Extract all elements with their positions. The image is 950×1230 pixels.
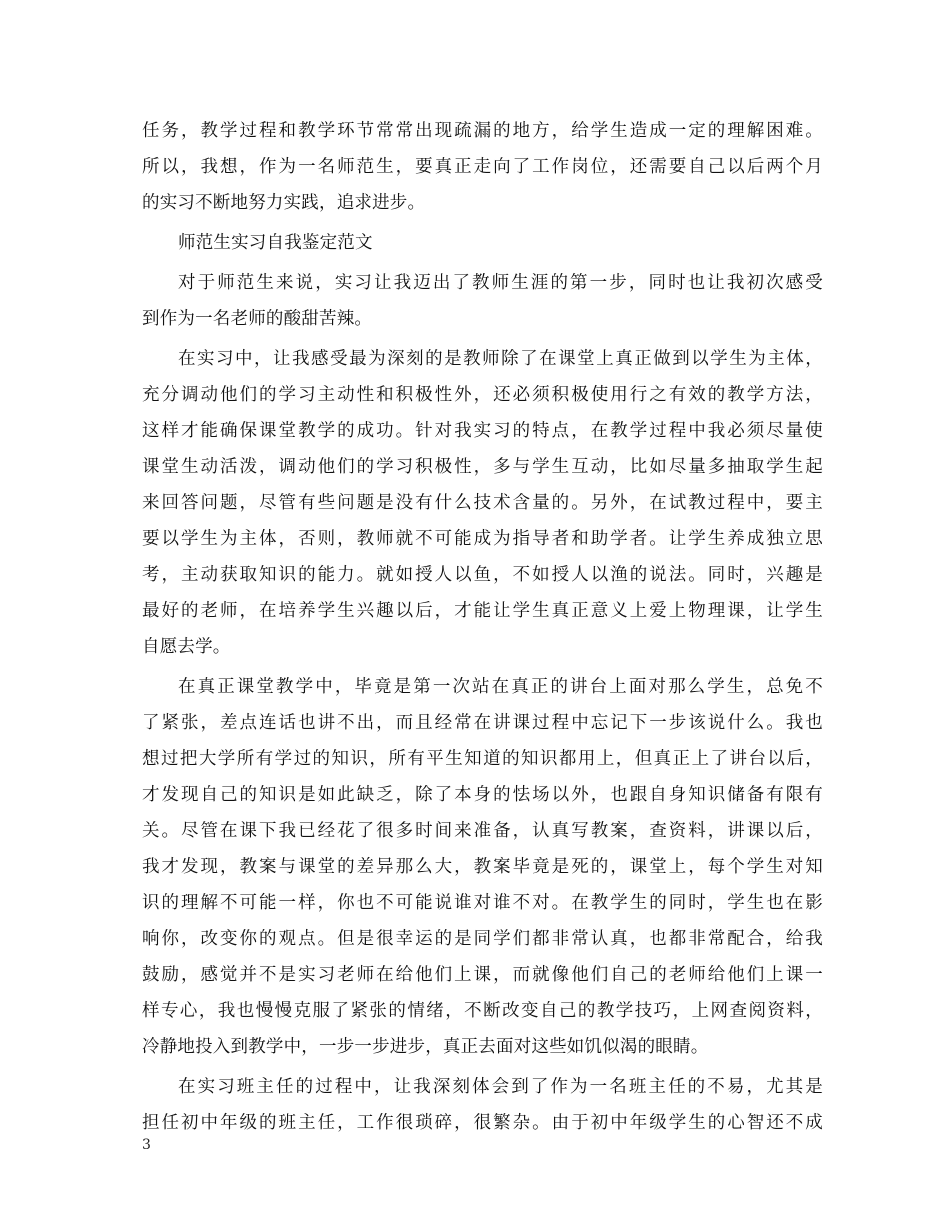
paragraph <box>142 265 823 337</box>
text-line: 识的理解不可能一样，你也不可能说谁对谁不对。在教学生的同时，学生也在影 <box>142 893 823 913</box>
text-line: 了紧张，差点连话也讲不出，而且经常在讲课过程中忘记下一步该说什么。我也 <box>142 713 823 733</box>
text-line: 才发现自己的知识是如此缺乏，除了本身的怯场以外，也跟自身知识储备有限有 <box>142 785 823 805</box>
text-line: 到作为一名老师的酸甜苦辣。 <box>142 309 373 329</box>
paragraph <box>142 341 823 665</box>
page-number: 3 <box>142 1137 151 1153</box>
text-line: 来回答问题，尽管有些问题是没有什么技术含量的。另外，在试教过程中，要主 <box>142 493 823 513</box>
text-line: 关。尽管在课下我已经花了很多时间来准备，认真写教案，查资料，讲课以后， <box>142 821 823 841</box>
text-line: 自愿去学。 <box>142 637 231 657</box>
text-line: 在实习班主任的过程中，让我深刻体会到了作为一名班主任的不易，尤其是 <box>178 1077 823 1097</box>
text-line: 考，主动获取知识的能力。就如授人以鱼，不如授人以渔的说法。同时，兴趣是 <box>142 565 823 585</box>
paragraph <box>142 113 823 221</box>
text-line: 担任初中年级的班主任，工作很琐碎，很繁杂。由于初中年级学生的心智还不成 <box>142 1113 823 1133</box>
text-line: 在真正课堂教学中，毕竟是第一次站在真正的讲台上面对那么学生，总免不 <box>178 677 823 697</box>
text-line: 我才发现，教案与课堂的差异那么大，教案毕竟是死的，课堂上，每个学生对知 <box>142 857 823 877</box>
text-line: 的实习不断地努力实践，追求进步。 <box>142 193 426 213</box>
text-line: 任务，教学过程和教学环节常常出现疏漏的地方，给学生造成一定的理解困难。 <box>142 121 823 141</box>
text-line: 冷静地投入到教学中，一步一步进步，真正去面对这些如饥似渴的眼睛。 <box>142 1037 709 1057</box>
text-line: 样专心，我也慢慢克服了紧张的情绪，不断改变自己的教学技巧，上网查阅资料， <box>142 1001 823 1021</box>
text-line: 充分调动他们的学习主动性和积极性外，还必须积极使用行之有效的教学方法， <box>142 385 823 405</box>
paragraph <box>142 1069 823 1141</box>
text-line: 在实习中，让我感受最为深刻的是教师除了在课堂上真正做到以学生为主体， <box>178 349 823 369</box>
text-line: 鼓励，感觉并不是实习老师在给他们上课，而就像他们自己的老师给他们上课一 <box>142 965 823 985</box>
paragraph <box>142 225 823 261</box>
text-line: 师范生实习自我鉴定范文 <box>178 233 373 253</box>
text-line: 最好的老师，在培养学生兴趣以后，才能让学生真正意义上爱上物理课，让学生 <box>142 601 823 621</box>
document-body <box>142 113 823 1141</box>
text-line: 这样才能确保课堂教学的成功。针对我实习的特点，在教学过程中我必须尽量使 <box>142 421 823 441</box>
text-line: 对于师范生来说，实习让我迈出了教师生涯的第一步，同时也让我初次感受 <box>178 273 823 293</box>
text-line: 想过把大学所有学过的知识，所有平生知道的知识都用上，但真正上了讲台以后， <box>142 749 823 769</box>
text-line: 响你，改变你的观点。但是很幸运的是同学们都非常认真，也都非常配合，给我 <box>142 929 823 949</box>
paragraph <box>142 669 823 1065</box>
text-line: 所以，我想，作为一名师范生，要真正走向了工作岗位，还需要自己以后两个月 <box>142 157 823 177</box>
text-line: 要以学生为主体，否则，教师就不可能成为指导者和助学者。让学生养成独立思 <box>142 529 823 549</box>
text-line: 课堂生动活泼，调动他们的学习积极性，多与学生互动，比如尽量多抽取学生起 <box>142 457 823 477</box>
